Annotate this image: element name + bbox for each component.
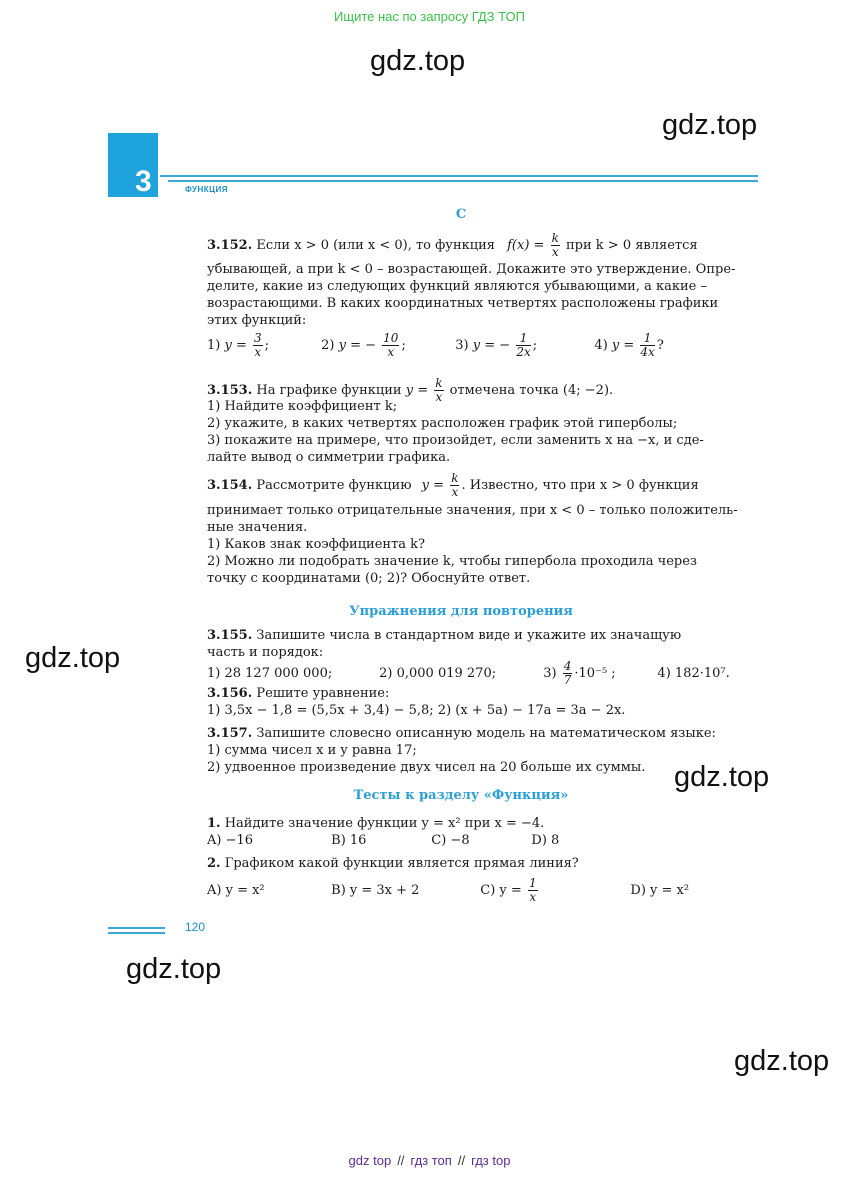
- problem-3-155-line1: 3.155. Запишите числа в стандартном виде и укажите их значащую: [207, 628, 682, 643]
- problem-3-153-line3: 2) укажите, в каких четвертях расположен график этой гиперболы;: [207, 416, 678, 431]
- problem-3-153-line2: 1) Найдите коэффициент k;: [207, 399, 398, 414]
- footer-link[interactable]: гдз топ: [410, 1153, 452, 1168]
- problem-3-155-options: 1) 28 127 000 000; 2) 0,000 019 270; 3) $\frac{4}{7}$ ·10⁻⁵ ; 4) 182·10⁷.: [207, 659, 730, 687]
- problem-3-152-line5: этих функций:: [207, 313, 307, 328]
- problem-3-152-line3: делите, какие из следующих функций являются убывающими, а какие –: [207, 279, 707, 294]
- problem-3-157-line3: 2) удвоенное произведение двух чисел на 20 больше их суммы.: [207, 760, 646, 775]
- footer-links: gdz top // гдз топ // гдз top: [348, 1153, 511, 1168]
- header-rule: [168, 180, 758, 182]
- search-banner[interactable]: Ищите нас по запросу ГДЗ ТОП: [334, 9, 525, 24]
- test-2-answers: A) y = x² B) y = 3x + 2 C) y = $\frac{1}{x}$ D) y = x²: [207, 876, 690, 904]
- problem-3-153-line4: 3) покажите на примере, что произойдет, если заменить x на −x, и сде-: [207, 433, 704, 448]
- review-heading: Упражнения для повторения: [349, 604, 573, 619]
- tests-heading: Тесты к разделу «Функция»: [353, 788, 569, 803]
- chapter-number: 3: [135, 165, 152, 198]
- problem-3-152-line2: убывающей, а при k < 0 – возрастающей. Докажите это утверждение. Опре-: [207, 262, 736, 277]
- test-2-question: 2. Графиком какой функции является прямая линия?: [207, 856, 579, 871]
- footer-link[interactable]: gdz top: [348, 1153, 392, 1168]
- problem-3-154-line1: 3.154. Рассмотрите функцию y = $\frac{k}{x}$ . Известно, что при x > 0 функция: [207, 471, 699, 499]
- problem-3-152-line4: возрастающими. В каких координатных четвертях расположены графики: [207, 296, 719, 311]
- watermark: gdz.top: [370, 45, 466, 77]
- problem-3-152-line1: 3.152. Если x > 0 (или x < 0), то функция f(x) = $\frac{k}{x}$ при k > 0 является: [207, 231, 698, 259]
- watermark: gdz.top: [662, 109, 758, 141]
- problem-3-153-line1: 3.153. На графике функции y = $\frac{k}{x}$ отмечена точка (4; −2).: [207, 376, 614, 404]
- chapter-title: ФУНКЦИЯ: [185, 185, 229, 194]
- problem-3-155-line2: часть и порядок:: [207, 645, 324, 660]
- problem-3-154-line4: 1) Каков знак коэффициента k?: [207, 537, 426, 552]
- problem-3-153-line5: лайте вывод о симметрии графика.: [207, 450, 451, 465]
- problem-3-154-line6: точку с координатами (0; 2)? Обоснуйте ответ.: [207, 571, 531, 586]
- page-rule: [108, 932, 165, 934]
- problem-3-157-line1: 3.157. Запишите словесно описанную модель на математическом языке:: [207, 726, 716, 741]
- problem-3-154-line2: принимает только отрицательные значения, при x < 0 – только положитель-: [207, 503, 738, 518]
- watermark: gdz.top: [674, 761, 770, 793]
- problem-3-154-line5: 2) Можно ли подобрать значение k, чтобы гипербола проходила через: [207, 554, 698, 569]
- problem-3-157-line2: 1) сумма чисел x и y равна 17;: [207, 743, 417, 758]
- watermark: gdz.top: [25, 642, 121, 674]
- header-rule: [160, 175, 758, 177]
- test-1-answers: A) −16 B) 16 C) −8 D) 8: [207, 833, 560, 848]
- watermark: gdz.top: [734, 1045, 830, 1077]
- page-number: 120: [185, 920, 206, 934]
- section-c-heading: С: [455, 207, 467, 222]
- watermark: gdz.top: [126, 953, 222, 985]
- problem-3-156-line1: 3.156. Решите уравнение:: [207, 686, 390, 701]
- problem-3-152-options: 1) y = $\frac{3}{x}$ ; 2) y = − $\frac{10}{x}$ ; 3) y = − $\frac{1}{2x}$ ; 4) y = $\frac{1}{4x}$ ?: [207, 331, 664, 359]
- footer-link[interactable]: гдз top: [471, 1153, 511, 1168]
- problem-3-154-line3: ные значения.: [207, 520, 308, 535]
- test-1-question: 1. Найдите значение функции y = x² при x = −4.: [207, 816, 545, 831]
- page-rule: [108, 927, 165, 929]
- problem-3-156-line2: 1) 3,5x − 1,8 = (5,5x + 3,4) − 5,8; 2) (x + 5a) − 17a = 3a − 2x.: [207, 703, 626, 718]
